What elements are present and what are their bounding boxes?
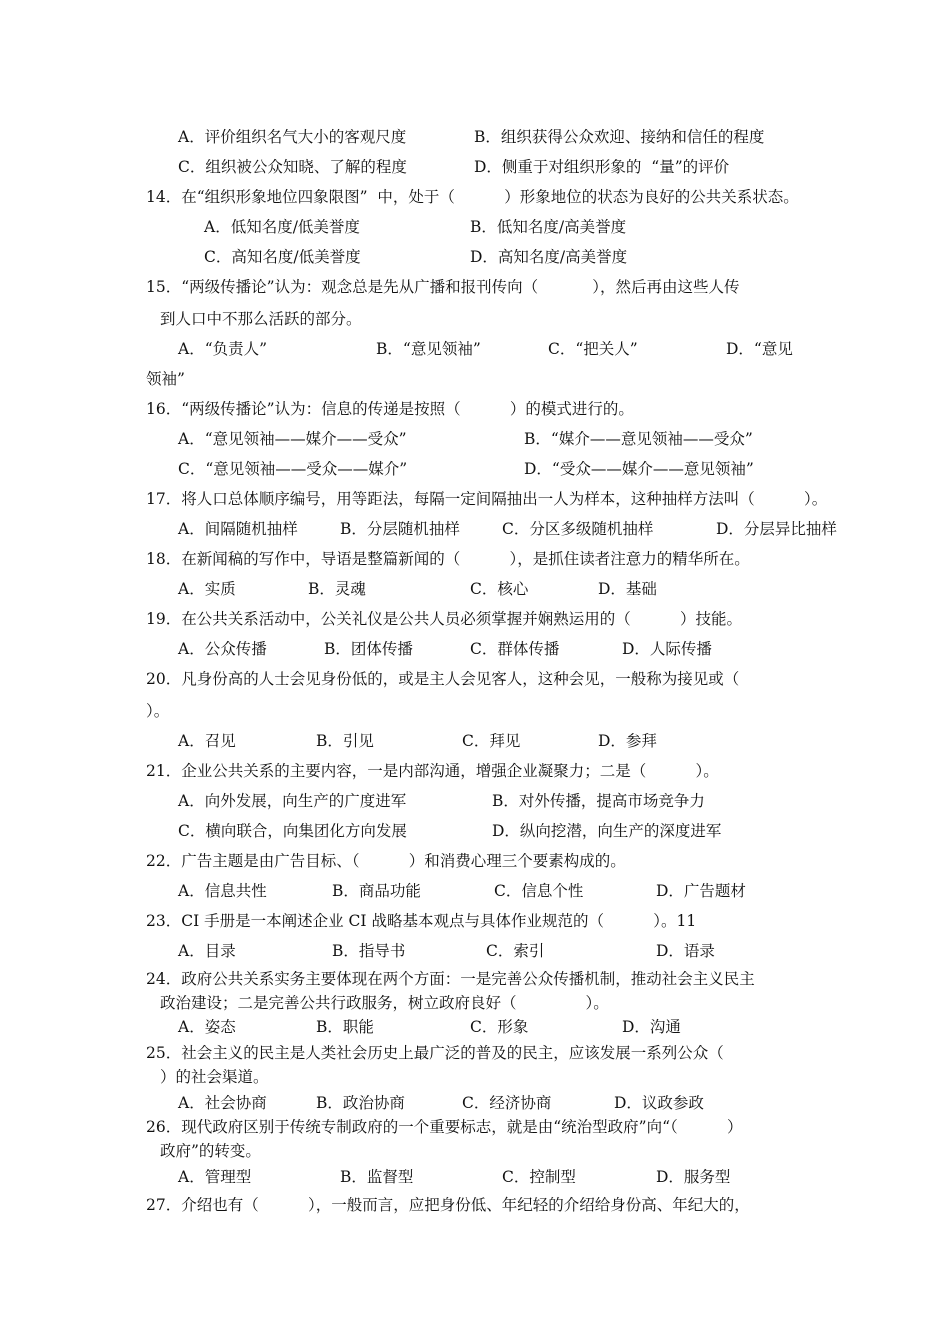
q18-option-b: B．灵魂	[308, 580, 366, 598]
q15-option-b: B．“意见领袖”	[376, 340, 481, 358]
q26-option-c: C．控制型	[502, 1168, 576, 1186]
q16-option-c: C．“意见领袖——受众——媒介”	[178, 460, 408, 478]
q24-option-d: D．沟通	[622, 1018, 681, 1036]
q14-stem: 14．在“组织形象地位四象限图” 中，处于（ ）形象地位的状态为良好的公共关系状态。	[146, 188, 799, 206]
q21-option-a: A．向外发展，向生产的广度进军	[178, 792, 407, 810]
q22-option-b: B．商品功能	[332, 882, 421, 900]
q22-option-c: C．信息个性	[494, 882, 584, 900]
q17-stem: 17．将人口总体顺序编号，用等距法，每隔一定间隔抽出一人为样本，这种抽样方法叫（ ）。	[146, 490, 828, 508]
q14-option-b: B．低知名度/高美誉度	[470, 218, 627, 236]
q13-option-d: D．侧重于对组织形象的 “量”的评价	[474, 158, 730, 176]
q14-option-c: C．高知名度/低美誉度	[204, 248, 361, 266]
q24-option-a: A．姿态	[178, 1018, 236, 1036]
q16-option-b: B．“媒介——意见领袖——受众”	[524, 430, 753, 448]
q15-option-c: C．“把关人”	[548, 340, 638, 358]
q21-option-c: C．横向联合，向集团化方向发展	[178, 822, 407, 840]
q18-option-a: A．实质	[178, 580, 236, 598]
q17-option-a: A．间隔随机抽样	[178, 520, 298, 538]
q13-option-a: A．评价组织名气大小的客观尺度	[178, 128, 407, 146]
q23-option-d: D．语录	[656, 942, 715, 960]
q26-option-d: D．服务型	[656, 1168, 731, 1186]
q17-option-b: B．分层随机抽样	[340, 520, 460, 538]
q21-option-d: D．纵向挖潜，向生产的深度进军	[492, 822, 722, 840]
q24-option-b: B．职能	[316, 1018, 374, 1036]
q17-option-c: C．分区多级随机抽样	[502, 520, 654, 538]
q22-option-d: D．广告题材	[656, 882, 746, 900]
q13-option-c: C．组织被公众知晓、了解的程度	[178, 158, 407, 176]
q20-option-c: C．拜见	[462, 732, 521, 750]
q25-option-b: B．政治协商	[316, 1094, 405, 1112]
q15-option-d: D．“意见	[726, 340, 793, 358]
q22-option-a: A．信息共性	[178, 882, 267, 900]
q23-option-a: A．目录	[178, 942, 236, 960]
q26-stem-line2: 政府”的转变。	[160, 1142, 261, 1160]
q13-option-b: B．组织获得公众欢迎、接纳和信任的程度	[474, 128, 765, 146]
q14-option-a: A．低知名度/低美誉度	[204, 218, 360, 236]
q19-option-b: B．团体传播	[324, 640, 413, 658]
q21-stem: 21．企业公共关系的主要内容，一是内部沟通，增强企业凝聚力；二是（ ）。	[146, 762, 719, 780]
q16-stem: 16．“两级传播论”认为：信息的传递是按照（ ）的模式进行的。	[146, 400, 634, 418]
q25-stem-line1: 25．社会主义的民主是人类社会历史上最广泛的普及的民主，应该发展一系列公众（	[146, 1044, 724, 1062]
q17-option-d: D．分层异比抽样	[716, 520, 837, 538]
q24-option-c: C．形象	[470, 1018, 529, 1036]
q21-option-b: B．对外传播，提高市场竞争力	[492, 792, 705, 810]
q20-option-a: A．召见	[178, 732, 236, 750]
q27-stem: 27．介绍也有（ ），一般而言，应把身份低、年纪轻的介绍给身份高、年纪大的，	[146, 1196, 750, 1214]
q19-stem: 19．在公共关系活动中，公关礼仪是公共人员必须掌握并娴熟运用的（ ）技能。	[146, 610, 742, 628]
q18-stem: 18．在新闻稿的写作中，导语是整篇新闻的（ ），是抓住读者注意力的精华所在。	[146, 550, 750, 568]
q18-option-d: D．基础	[598, 580, 657, 598]
q23-option-b: B．指导书	[332, 942, 406, 960]
q26-option-b: B．监督型	[340, 1168, 414, 1186]
q15-stem-line2: 到人口中不那么活跃的部分。	[160, 310, 362, 328]
q16-option-a: A．“意见领袖——媒介——受众”	[178, 430, 407, 448]
q18-option-c: C．核心	[470, 580, 529, 598]
q25-stem-line2: ）的社会渠道。	[160, 1068, 269, 1086]
q26-option-a: A．管理型	[178, 1168, 252, 1186]
q23-stem: 23．CI 手册是一本阐述企业 CI 战略基本观点与具体作业规范的（ ）。11	[146, 912, 697, 930]
q22-stem: 22．广告主题是由广告目标、（ ）和消费心理三个要素构成的。	[146, 852, 626, 870]
q20-option-d: D．参拜	[598, 732, 657, 750]
q20-stem-line1: 20．凡身份高的人士会见身份低的，或是主人会见客人，这种会见，一般称为接见或（	[146, 670, 740, 688]
q15-option-a: A．“负责人”	[178, 340, 268, 358]
q15-stem-line1: 15．“两级传播论”认为：观念总是先从广播和报刊传向（ ），然后再由这些人传	[146, 278, 740, 296]
q19-option-c: C．群体传播	[470, 640, 560, 658]
q25-option-d: D．议政参政	[614, 1094, 704, 1112]
q24-stem-line2: 政治建设；二是完善公共行政服务，树立政府良好（ ）。	[160, 994, 609, 1012]
q25-option-a: A．社会协商	[178, 1094, 267, 1112]
q23-option-c: C．索引	[486, 942, 545, 960]
q20-option-b: B．引见	[316, 732, 374, 750]
q20-stem-line2: ）。	[146, 702, 170, 720]
q14-option-d: D．高知名度/高美誉度	[470, 248, 628, 266]
q15-option-d-continued: 领袖”	[146, 370, 185, 388]
q19-option-d: D．人际传播	[622, 640, 712, 658]
q19-option-a: A．公众传播	[178, 640, 267, 658]
q16-option-d: D．“受众——媒介——意见领袖”	[524, 460, 754, 478]
q25-option-c: C．经济协商	[462, 1094, 552, 1112]
q26-stem-line1: 26．现代政府区别于传统专制政府的一个重要标志，就是由“统治型政府”向“（ ）	[146, 1118, 743, 1136]
q24-stem-line1: 24．政府公共关系实务主要体现在两个方面：一是完善公众传播机制，推动社会主义民主	[146, 970, 755, 988]
